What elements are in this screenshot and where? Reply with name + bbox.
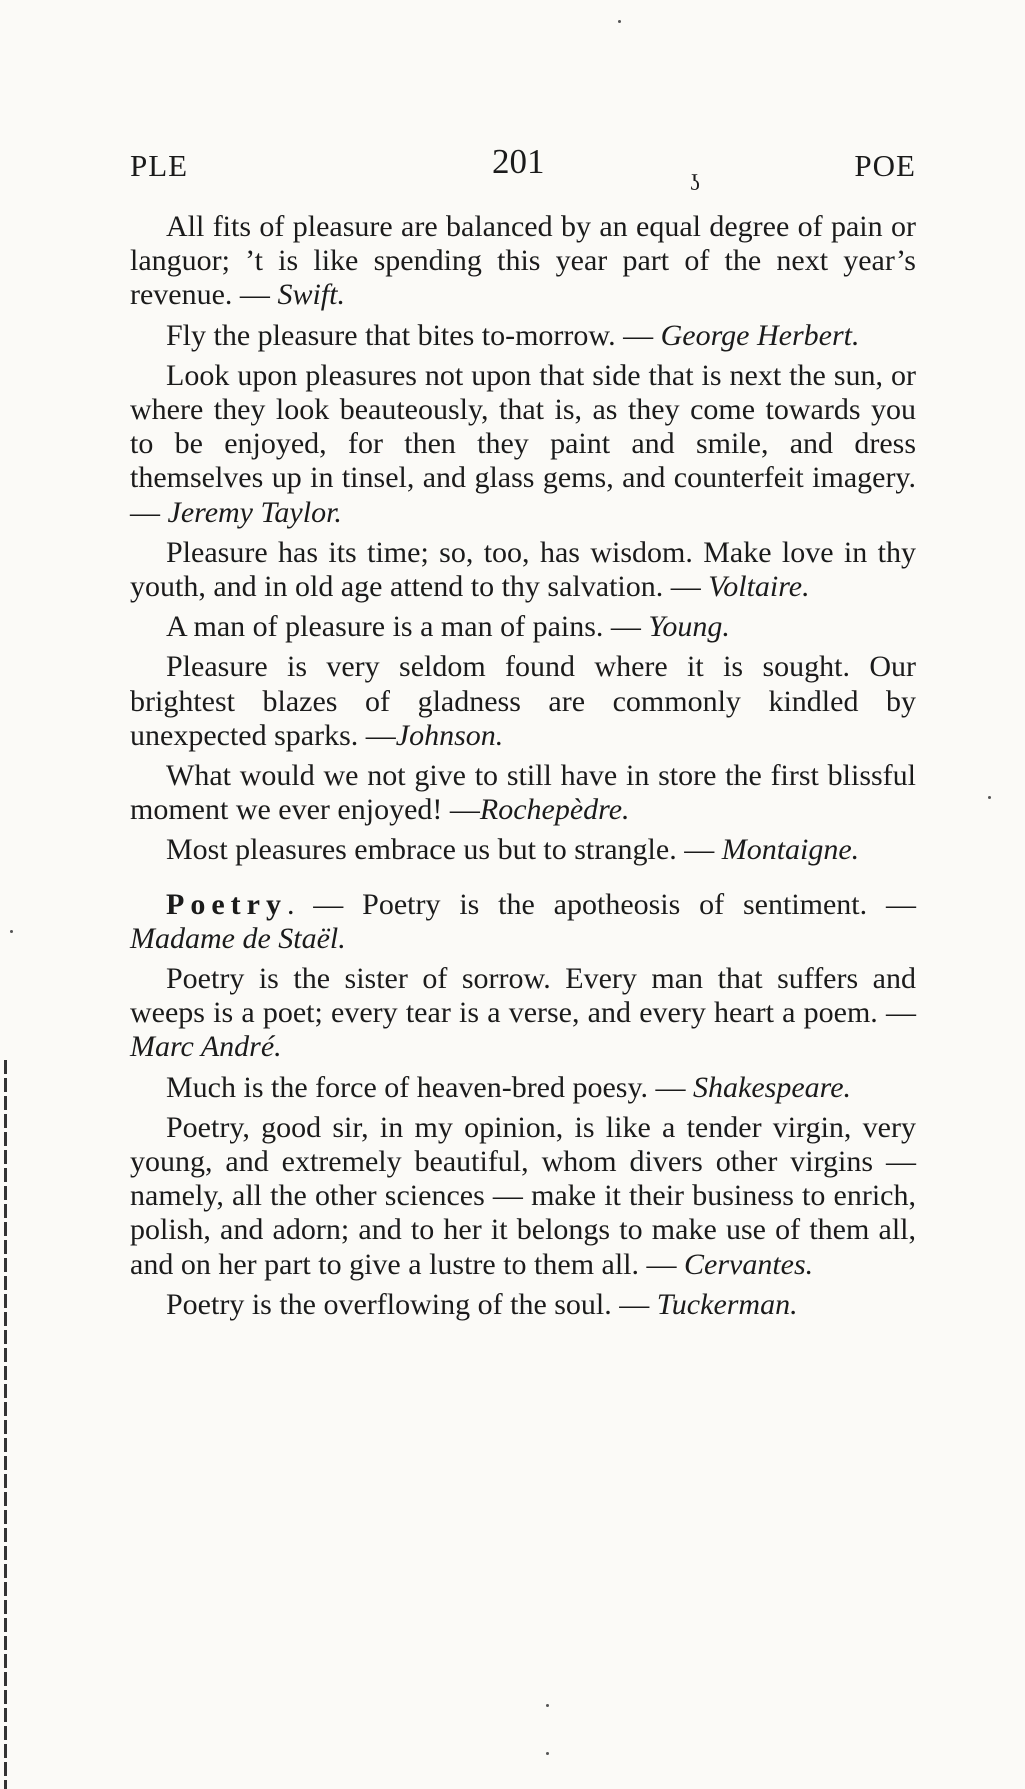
quote-entry: What would we not give to still have in store the first blissful moment we ever enjoyed! —Rochepèdre.	[130, 759, 916, 827]
quote-entry: Much is the force of heaven-bred poesy. — Shakespeare.	[166, 1070, 852, 1104]
quote-author: Young.	[648, 610, 730, 644]
running-header	[130, 142, 916, 195]
header-right-guide: POE	[854, 148, 916, 183]
printer-mark: ʖ	[690, 170, 700, 195]
quote-author: Shakespeare.	[693, 1070, 852, 1104]
quote-entry: Most pleasures embrace us but to strangle. — Montaigne.	[166, 833, 860, 867]
quote-entry: Fly the pleasure that bites to-morrow. — George Herbert.	[166, 318, 860, 352]
quote-author: Voltaire.	[708, 570, 810, 604]
topic-entry-poetry: Poetry. — Poetry is the apotheosis of sentiment. — Madame de Staël.	[130, 887, 916, 955]
quote-author: Johnson.	[395, 718, 504, 752]
quote-entry: All fits of pleasure are balanced by an equal degree of pain or languor; ’t is like spending this year part of the next year’s revenue. — Swift.	[130, 210, 916, 312]
topic-heading: Poetry	[166, 887, 287, 921]
quote-entry: Pleasure has its time; so, too, has wisdom. Make love in thy youth, and in old age attend to thy salvation. — Voltaire.	[130, 535, 916, 604]
scan-speck	[988, 796, 991, 799]
quote-author: Marc André.	[130, 1030, 282, 1064]
scan-speck	[546, 1704, 549, 1707]
quote-entry: Poetry, good sir, in my opinion, is like a tender virgin, very young, and extremely beautiful, whom divers other virgins — namely, all the other sciences — make it their business to enrich, polish, and adorn; and to her it belongs to make use of them all, and on her part to give a lustre to them all. — Cervantes.	[130, 1110, 916, 1281]
page-number: 201	[492, 142, 545, 181]
quote-entry: Look upon pleasures not upon that side that is next the sun, or where they look beauteously, that is, as they come towards you to be enjoyed, for then they paint and smile, and dress themselves up in tinsel, and glass gems, and counterfeit imagery. — Jeremy Taylor.	[130, 358, 916, 529]
scan-speck	[546, 1752, 549, 1755]
quote-author: Tuckerman.	[656, 1287, 798, 1321]
quote-author: Madame de Staël.	[130, 921, 346, 955]
quote-author: Montaigne.	[721, 833, 860, 867]
scan-speck	[10, 930, 13, 933]
scan-speck	[618, 20, 621, 23]
quote-author: Jeremy Taylor.	[167, 495, 342, 529]
quote-author: Rochepèdre.	[479, 793, 630, 827]
quote-author: George Herbert.	[660, 318, 860, 352]
quote-author: Cervantes.	[684, 1247, 814, 1281]
quote-entry: Poetry is the overflowing of the soul. — Tuckerman.	[166, 1287, 798, 1321]
quote-author: Swift.	[277, 278, 345, 312]
header-left-guide: PLE	[130, 148, 189, 183]
quote-entry: Poetry is the sister of sorrow. Every man that suffers and weeps is a poet; every tear is a verse, and every heart a poem. — Marc André.	[130, 962, 916, 1064]
quote-entry: A man of pleasure is a man of pains. — Young.	[166, 610, 730, 644]
quotations-body	[130, 210, 916, 1328]
binding-edge-rule	[4, 1060, 7, 1789]
quote-entry: Pleasure is very seldom found where it is sought. Our brightest blazes of gladness are commonly kindled by unexpected sparks. —Johnson.	[130, 650, 916, 752]
